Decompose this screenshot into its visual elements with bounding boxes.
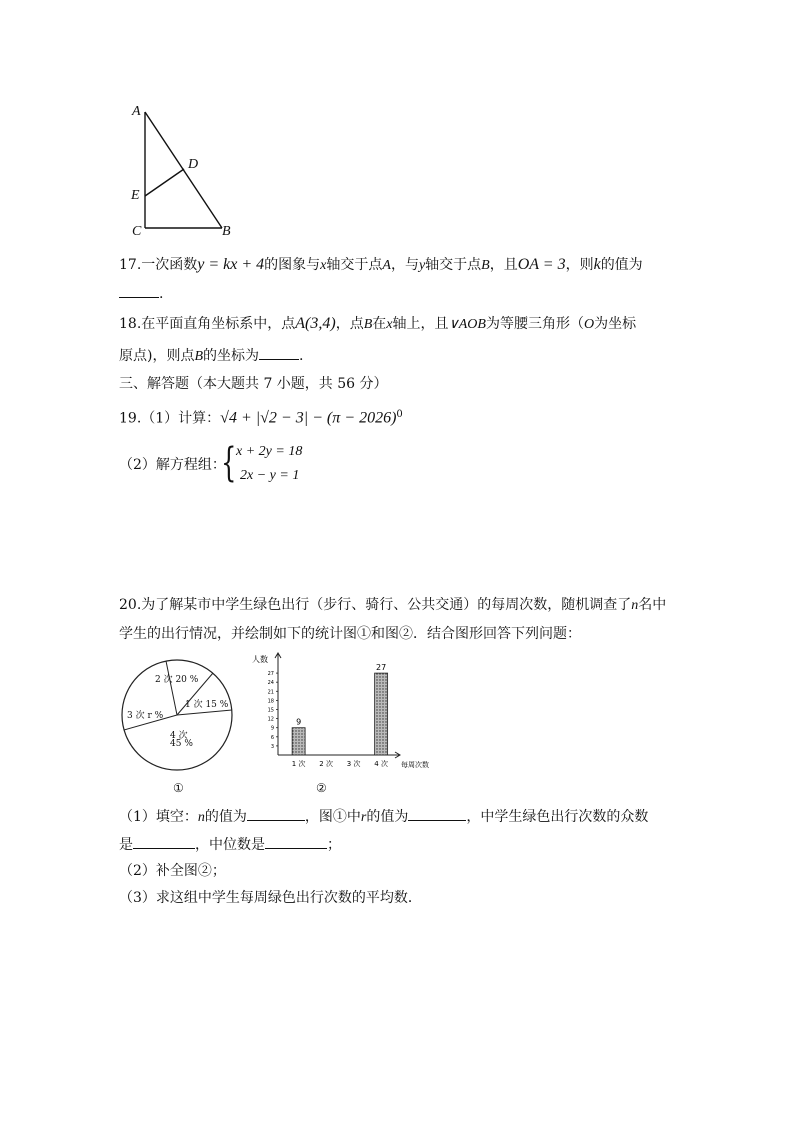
x-tick-label: 4 次 bbox=[374, 760, 388, 768]
q19-part1 bbox=[119, 405, 403, 429]
label-a: A bbox=[132, 104, 141, 119]
q17-text: ，则 bbox=[565, 257, 594, 273]
bar-chart-svg bbox=[250, 652, 435, 777]
pie-label-4b: 45 % bbox=[170, 739, 193, 749]
q19-expression: √4 + |√2 − 3| − (π − 2026) bbox=[220, 409, 397, 427]
q18-text: 在 bbox=[372, 316, 387, 332]
x-axis-label: 每周次数 bbox=[401, 761, 429, 769]
q20-var-r: r bbox=[360, 810, 367, 825]
pie-figure bbox=[117, 655, 242, 800]
mode-answer-blank[interactable] bbox=[133, 834, 195, 849]
q20-text: ，图①中 bbox=[304, 809, 361, 825]
y-tick-label: 12 bbox=[267, 716, 274, 723]
q17-text: ，且 bbox=[489, 257, 518, 273]
pie-divider bbox=[166, 661, 177, 715]
q17-answer-blank[interactable] bbox=[119, 283, 159, 298]
q20-line2: 学生的出行情况，并绘制如下的统计图①和图②．结合图形回答下列问题： bbox=[119, 626, 581, 642]
q17-text: 的图象与 bbox=[264, 257, 321, 273]
pie-label-2: 2 次 20 % bbox=[155, 675, 199, 685]
q17-var-y: y bbox=[418, 258, 426, 273]
q18-text: 为坐标 bbox=[594, 316, 637, 332]
y-tick-label: 21 bbox=[267, 689, 274, 696]
q17-text: 的值为 bbox=[600, 257, 643, 273]
q20-part1-line1 bbox=[119, 806, 648, 828]
q18-text: 的坐标为 bbox=[203, 348, 260, 364]
q18-answer-blank[interactable] bbox=[259, 345, 299, 360]
q18-point-b: B bbox=[363, 317, 373, 332]
q18-origin: O bbox=[583, 317, 595, 332]
bar-value-label: 27 bbox=[376, 663, 387, 673]
q20-var-n: n bbox=[631, 598, 639, 613]
q17-text: ，与 bbox=[390, 257, 419, 273]
x-tick-label: 2 次 bbox=[319, 760, 333, 768]
q20-var-n: n bbox=[197, 810, 205, 825]
section-heading: 三、解答题（本大题共 7 小题，共 56 分） bbox=[119, 376, 388, 392]
y-tick-label: 24 bbox=[267, 680, 274, 687]
q17-line1 bbox=[119, 255, 643, 276]
q18-text: 为等腰三角形（ bbox=[485, 316, 584, 332]
q17-formula: y = kx + 4 bbox=[197, 256, 265, 273]
q20-text: 是 bbox=[119, 837, 133, 853]
q19-eq2: 2x − y = 1 bbox=[240, 468, 300, 483]
pie-divider bbox=[177, 710, 232, 715]
q20-text: ，中位数是 bbox=[195, 837, 265, 853]
n-answer-blank[interactable] bbox=[247, 806, 305, 821]
q19-exponent: 0 bbox=[396, 409, 403, 420]
q17-var-x: x bbox=[320, 258, 327, 273]
x-tick-label: 3 次 bbox=[346, 760, 361, 768]
y-tick-label: 18 bbox=[267, 698, 274, 705]
bar-value-label: 9 bbox=[296, 717, 302, 727]
q20-part2: （2）补全图②； bbox=[119, 863, 226, 879]
label-b: B bbox=[222, 224, 231, 239]
q18-line2 bbox=[119, 345, 303, 367]
fig1-label: ① bbox=[173, 781, 184, 795]
r-answer-blank[interactable] bbox=[408, 806, 466, 821]
q20-text: 的值为 bbox=[366, 809, 409, 825]
q20-text: ； bbox=[327, 837, 341, 853]
q17-condition: OA = 3 bbox=[517, 256, 566, 273]
q20-line1 bbox=[119, 595, 666, 616]
label-d: D bbox=[188, 157, 199, 172]
triangle-figure bbox=[125, 100, 245, 245]
y-axis-label: 人数 bbox=[252, 655, 268, 664]
y-tick-label: 9 bbox=[270, 725, 274, 732]
q18-text: 18.在平面直角坐标系中，点 bbox=[119, 316, 296, 332]
q19-brace: { bbox=[221, 440, 237, 486]
bar-figure bbox=[250, 652, 435, 802]
q17-text: 轴交于点 bbox=[326, 257, 383, 273]
pie-label-1: 1 次 15 % bbox=[185, 700, 229, 710]
q18-var-x: x bbox=[386, 317, 393, 332]
q17-point-a: A bbox=[382, 258, 391, 273]
q20-text: 20.为了解某市中学生绿色出行（步行、骑行、公共交通）的每周次数，随机调查了 bbox=[119, 597, 632, 613]
label-c: C bbox=[132, 224, 142, 239]
q18-point-b: B bbox=[194, 349, 204, 364]
q17-line2 bbox=[119, 283, 163, 304]
q18-point-a: A(3,4) bbox=[295, 315, 336, 332]
pie-label-3: 3 次 r % bbox=[127, 711, 164, 721]
q17-var-k: k bbox=[593, 256, 601, 273]
q17-text: 17.一次函数 bbox=[119, 257, 198, 273]
q20-text: （1）填空： bbox=[119, 809, 198, 825]
y-tick-label: 15 bbox=[267, 707, 274, 714]
y-tick-label: 27 bbox=[267, 671, 274, 678]
y-tick-label: 3 bbox=[270, 743, 274, 750]
q20-text: 的值为 bbox=[204, 809, 247, 825]
label-e: E bbox=[131, 188, 140, 203]
pie-label-4a: 4 次 bbox=[170, 731, 188, 741]
q18-line1 bbox=[119, 314, 636, 335]
q20-text: ，中学生绿色出行次数的众数 bbox=[466, 809, 649, 825]
q17-point-b: B bbox=[481, 258, 490, 273]
q17-text: 轴交于点 bbox=[425, 257, 482, 273]
q18-triangle: ∨AOB bbox=[448, 317, 486, 332]
q18-end: . bbox=[299, 348, 304, 364]
y-tick-label: 6 bbox=[270, 734, 274, 741]
segment-ed bbox=[145, 169, 184, 196]
q20-text: 名中 bbox=[638, 597, 667, 613]
q17-end: . bbox=[159, 286, 164, 302]
q18-text: 原点)，则点 bbox=[119, 348, 195, 364]
fig2-label: ② bbox=[316, 781, 327, 795]
bar bbox=[375, 673, 388, 755]
q19-part2-label: （2）解方程组： bbox=[119, 457, 226, 473]
bar bbox=[292, 728, 305, 755]
q20-part3: （3）求这组中学生每周绿色出行次数的平均数． bbox=[119, 890, 422, 906]
q20-part1-line2 bbox=[119, 834, 341, 855]
q18-text: 轴上，且 bbox=[392, 316, 449, 332]
median-answer-blank[interactable] bbox=[265, 834, 327, 849]
q18-text: ，点 bbox=[335, 316, 364, 332]
x-tick-label: 1 次 bbox=[291, 760, 306, 768]
q19-eq1: x + 2y = 18 bbox=[236, 444, 303, 459]
q19-part1-label: 19.（1）计算： bbox=[119, 410, 221, 427]
